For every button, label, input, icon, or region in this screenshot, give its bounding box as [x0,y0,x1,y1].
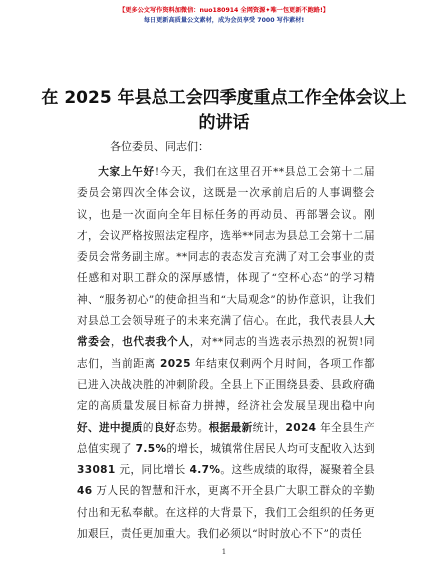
text-run: 。这些成绩的取得，凝聚着全县 [220,464,375,477]
speech-body [77,162,375,545]
bold-run: 2025 [159,357,191,370]
document-title: 在 2025 年县总工会四季度重点工作全体会议上的讲话 [41,88,407,133]
bold-run: 7.5% [135,442,167,455]
promo-line-1: 【更多公文写作资料加微信：nuo180914 全网资源✦唯一包更新不跑路!】 [119,7,329,14]
bold-run: 好、进中提质 [77,421,143,434]
speech-paragraph [77,162,375,545]
promo-line-2: 每日更新高质量公文素材，成为会员享受 7000 写作素材! [143,17,305,24]
bold-run: 2024 [285,421,317,434]
bold-run: 4.7% [189,464,221,477]
text-run: 态势。 [175,421,209,434]
salutation: 各位委员、同志们： [110,140,209,153]
promo-banner [0,6,448,26]
bold-run: 良好 [153,421,176,434]
bold-run: 大常委会 [77,315,375,349]
bold-run: 大家上午好 [98,166,155,178]
text-run: 年全县生产总值实现了 [77,421,375,455]
text-run: 元，同比增长 [115,464,190,477]
text-run: 年结束仅剩两个月时间，各项工作都已进入决战决胜的冲刺阶段。全县上下正围绕县委、县政府确定的高质量发展目标奋力拼搏，经济社会发展呈现出稳中向 [77,357,375,413]
text-run: ， [110,336,123,349]
bold-run: 33081 [77,464,116,477]
text-run: 的增长，城镇常住居民人均可支配收入达到 [166,442,375,455]
text-run: 统计， [252,421,286,434]
page-number: 1 [221,548,227,556]
bold-run: 46 [77,485,93,498]
text-run: 万人民的智慧和汗水，更离不开全县广大职工群众的辛勤付出和无私奉献。在这样的大背景下，我们工会组织的任务更加艰巨，责任更加重大。我们必须以“时时放心不下”的责任 [77,485,375,541]
text-run: !今天，我们在这里召开**县总工会第十二届委员会第四次全体会议，这既是一次承前启后的人事调整会议，也是一次面向全年目标任务的再动员、再部署会议。刚才，会议严格按照法定程序，选举**同志为县总工会第十二届委员会常务副主席。**同志的表态发言充满了对工会事业的责任感和对职工群众的深厚感情，体现了“空杯心态”的学习精神、“服务初心”的使命担当和“大局观念”的协作意识，让我们对县总工会领导班子的未来充满了信心。在此，我代表县人 [77,166,376,328]
text-run: ，对**同志的当选表示热烈的祝贺!同志们，当前距离 [77,336,375,370]
text-run: 的 [142,421,154,434]
bold-run: 也代表我个人 [122,336,190,349]
bold-run: 根据最新 [208,421,253,434]
